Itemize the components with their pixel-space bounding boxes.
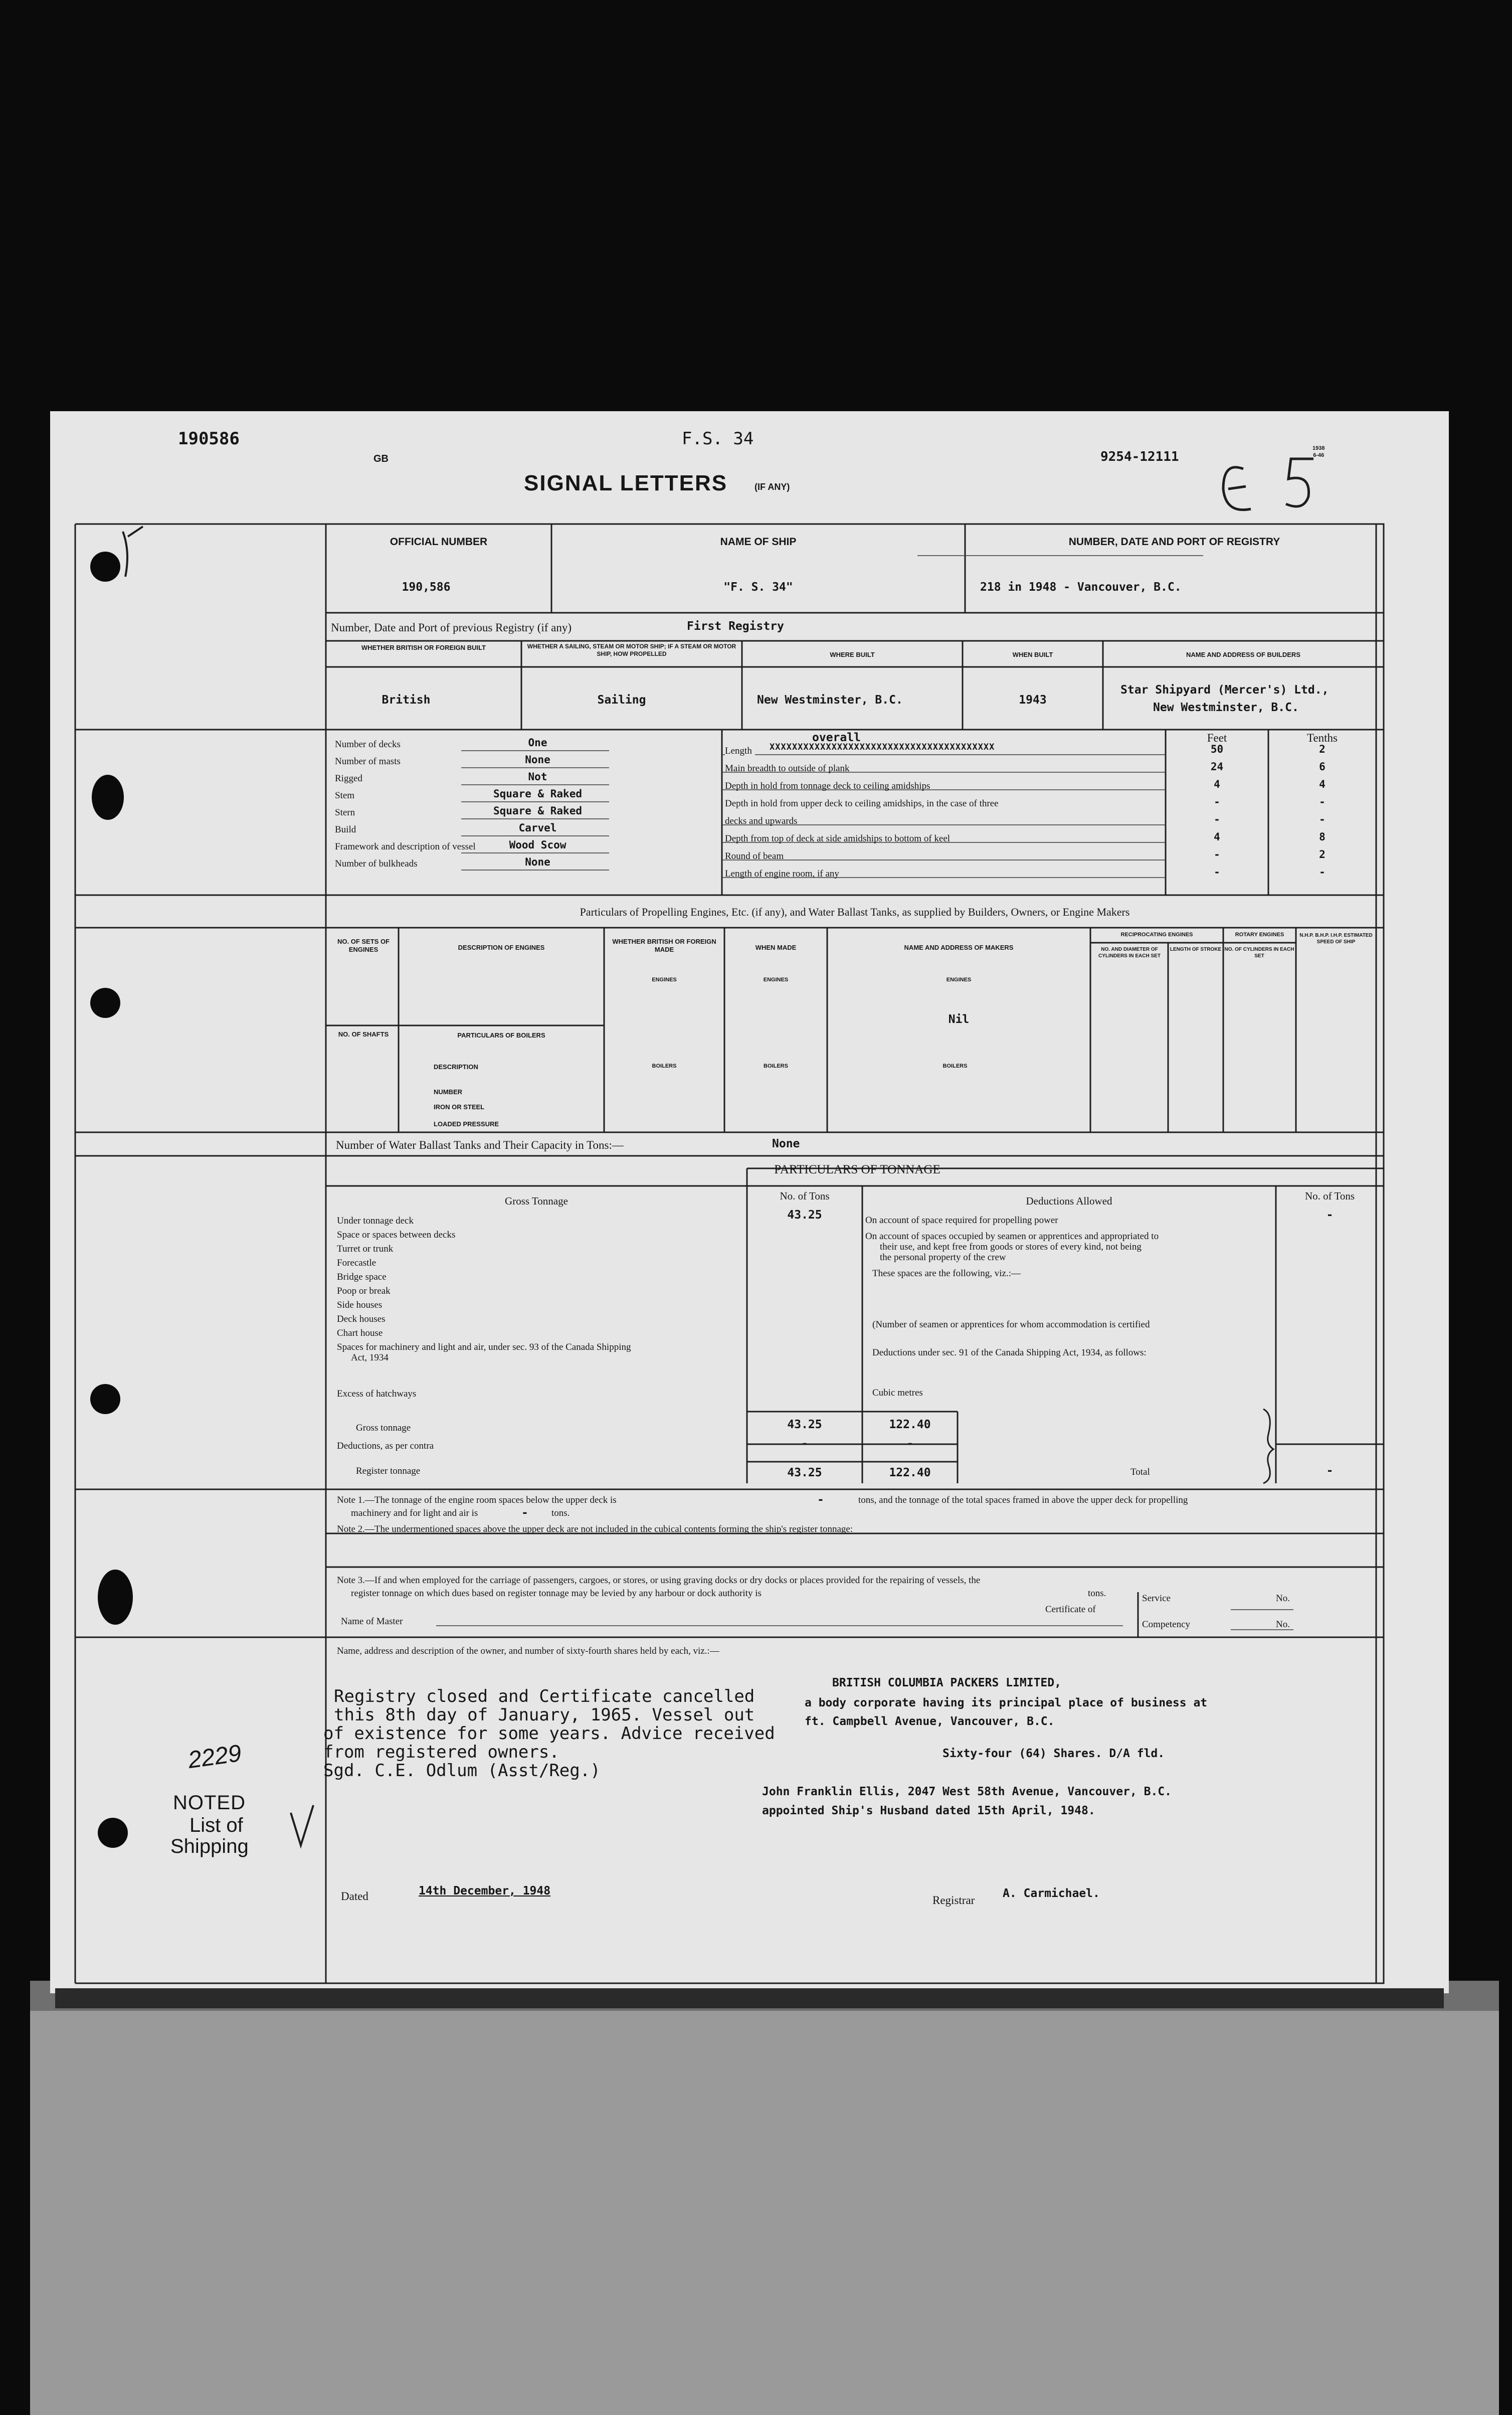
col-where-built: WHERE BUILT [830,651,875,658]
ship-name: "F. S. 34" [723,581,793,594]
gross-tonnage-header: Gross Tonnage [505,1195,568,1207]
sub-engines-3: ENGINES [946,977,972,983]
deduction-tons: - [1326,1209,1334,1222]
official-number: 190,586 [402,581,451,594]
where-built-value: New Westminster, B.C. [757,694,903,707]
register-tonnage-label: Register tonnage [356,1466,421,1476]
feet-header: Feet [1207,732,1227,744]
gross-metres: 122.40 [889,1418,931,1431]
sub-boilers-3: BOILERS [942,1063,968,1069]
gross-tons: 43.25 [787,1418,822,1431]
particular-value: Not [528,771,547,783]
gross-tonnage-row: Forecastle [337,1258,376,1268]
particular-label: Stem [335,790,355,801]
dimension-feet: 4 [1214,778,1220,790]
sub-engines-1: ENGINES [652,977,677,983]
builders-line1: Star Shipyard (Mercer's) Ltd., [1120,683,1329,697]
dimension-tenths: 2 [1319,743,1326,755]
gross-tonnage-row: Bridge space [337,1272,387,1282]
col-british-foreign: WHETHER BRITISH OR FOREIGN BUILT [361,644,486,651]
deduction-line: Cubic metres [872,1388,923,1398]
col-official-number: OFFICIAL NUMBER [390,536,488,548]
deduct-tons: - [801,1437,808,1450]
sub-boilers-1: BOILERS [652,1063,677,1069]
particular-label: Number of decks [335,739,401,750]
file-number: 190586 [178,429,240,449]
particular-value: None [525,754,550,766]
owners-label: Name, address and description of the owner, and number of sixty-fourth shares held by each, viz.:— [337,1646,719,1656]
dimension-label: Round of beam [725,851,784,861]
col-rotary: ROTARY ENGINES [1235,932,1284,938]
when-built-value: 1943 [1019,694,1047,707]
previous-registry-value: First Registry [687,620,784,633]
previous-registry-label: Number, Date and Port of previous Registry (if any) [331,621,572,634]
total-label: Total [1130,1467,1150,1477]
gross-tonnage-row: Turret or trunk [337,1244,394,1254]
dimension-feet: - [1214,866,1220,878]
dated-label: Dated [341,1890,368,1903]
british-foreign-value: British [382,694,431,707]
boiler-iron-steel: IRON OR STEEL [434,1103,485,1111]
deduction-line: (Number of seamen or apprentices for whom accommodation is certified [872,1319,1150,1330]
length-strikeout: XXXXXXXXXXXXXXXXXXXXXXXXXXXXXXXXXXXXXXXX [770,742,995,752]
col-cylinders-each-set: NO. OF CYLINDERS IN EACH SET [1224,947,1294,959]
col-when-built: WHEN BUILT [1012,651,1053,658]
col-when-made: WHEN MADE [755,944,797,951]
ballast-label: Number of Water Ballast Tanks and Their Capacity in Tons:— [336,1139,624,1151]
dimension-label: Depth in hold from tonnage deck to ceiling amidships [725,781,930,791]
col-makers: NAME AND ADDRESS OF MAKERS [904,944,1014,951]
closure-line3: of existence for some years. Advice received [323,1723,775,1744]
gross-tonnage-row: Chart house [337,1328,383,1338]
registrar-value: A. Carmichael. [1003,1887,1100,1900]
dimension-tenths: 2 [1319,848,1326,860]
tonnage-section-title: PARTICULARS OF TONNAGE [774,1163,940,1176]
service-label: Service [1142,1593,1171,1604]
col-builders: NAME AND ADDRESS OF BUILDERS [1186,651,1300,658]
register-metres: 122.40 [889,1466,931,1479]
no-of-tons-header: No. of Tons [780,1190,830,1202]
col-sailing-steam: WHETHER A SAILING, STEAM OR MOTOR SHIP; IF A STEAM OR MOTOR SHIP, HOW PROPELLED [527,643,736,657]
gross-tonnage-row: Poop or break [337,1286,391,1296]
particular-value: One [528,737,547,749]
particular-value: Wood Scow [509,839,566,851]
dimension-tenths: 4 [1319,778,1326,790]
dimension-label: Length [725,746,755,756]
particular-value: Square & Raked [493,805,582,817]
boiler-loaded-pressure: LOADED PRESSURE [434,1120,499,1128]
owner-shares: Sixty-four (64) Shares. D/A fld. [942,1747,1165,1760]
sub-boilers-2: BOILERS [764,1063,788,1069]
particular-value: Carvel [518,822,557,834]
form-code-small: 1938 6-46 [1312,445,1325,458]
dimension-tenths: - [1319,813,1326,825]
boilers-title: PARTICULARS OF BOILERS [457,1031,545,1039]
service-no: No. [1276,1593,1290,1604]
deduction-line: On account of space required for propelling power [865,1215,1058,1226]
col-reciprocating: RECIPROCATING ENGINES [1120,932,1193,938]
master-label: Name of Master [341,1616,403,1627]
note3-a: Note 3.—If and when employed for the carriage of passengers, cargoes, or stores, or using graving docks or dry docks or places provided for the repairing of vessels, the [337,1575,981,1586]
deduction-line: Deductions under sec. 91 of the Canada Shipping Act, 1934, as follows: [872,1347,1147,1358]
col-speed: N.H.P. B.H.P. I.H.P. ESTIMATED SPEED OF SHIP [1299,933,1373,945]
note1-dash-2: - [521,1506,528,1519]
dimension-tenths: - [1319,796,1326,808]
owner-line1: BRITISH COLUMBIA PACKERS LIMITED, [832,1676,1061,1689]
note1-b: tons, and the tonnage of the total spaces framed in above the upper deck for propelling [858,1495,1188,1505]
particular-value: None [525,856,550,868]
note3-c: tons. [1088,1588,1106,1599]
gross-tonnage-label: Gross tonnage [356,1423,411,1433]
engines-section-title: Particulars of Propelling Engines, Etc. (if any), and Water Ballast Tanks, as supplied by Builders, Owners, or Engine Makers [580,906,1130,918]
dimension-feet: - [1214,796,1220,808]
overall-note: overall [812,731,861,744]
ballast-value: None [772,1137,800,1150]
note1-a: Note 1.—The tonnage of the engine room spaces below the upper deck is [337,1495,617,1505]
dimension-tenths: 6 [1319,761,1326,773]
particular-label: Number of masts [335,756,401,767]
particular-label: Number of bulkheads [335,858,418,869]
gross-tonnage-row: Act, 1934 [351,1352,389,1363]
stamp-shipping: Shipping [170,1835,249,1857]
particular-value: Square & Raked [493,788,582,800]
no-of-shafts: NO. OF SHAFTS [338,1030,389,1038]
dimension-label: Length of engine room, if any [725,869,839,879]
dimension-feet: - [1214,813,1220,825]
total-value: - [1326,1464,1334,1477]
particular-label: Build [335,824,356,835]
tenths-header: Tenths [1307,732,1338,744]
particular-label: Framework and description of vessel [335,841,476,852]
gb-label: GB [373,453,389,464]
dimension-feet: 24 [1210,761,1224,773]
gross-tonnage-row: Side houses [337,1300,383,1310]
dated-value: 14th December, 1948 [419,1884,551,1898]
dimension-tenths: - [1319,866,1326,878]
form-number: F.S. 34 [682,429,754,449]
register-tons: 43.25 [787,1466,822,1479]
col-description-of-engines: DESCRIPTION OF ENGINES [458,944,545,951]
deduction-line: the personal property of the crew [880,1252,1006,1263]
col-british-foreign-made: WHETHER BRITISH OR FOREIGN MADE [612,938,716,954]
col-stroke: LENGTH OF STROKE [1170,947,1222,952]
dimension-tenths: 8 [1319,831,1326,843]
note2: Note 2.—The undermentioned spaces above the upper deck are not included in the cubical contents forming the ship's register tonnage: [337,1524,853,1534]
gross-tonnage-row: Spaces for machinery and light and air, under sec. 93 of the Canada Shipping [337,1342,631,1352]
port-of-registry: 218 in 1948 - Vancouver, B.C. [980,581,1182,594]
stamp-number: 2229 [186,1740,243,1774]
closure-line2: this 8th day of January, 1965. Vessel out [334,1705,755,1725]
sub-engines-2: ENGINES [763,977,789,983]
dimension-feet: 4 [1214,831,1220,843]
deduction-line: their use, and kept free from goods or stores of every kind, not being [880,1242,1142,1252]
owner-line3: ft. Campbell Avenue, Vancouver, B.C. [805,1715,1055,1728]
registrar-label: Registrar [932,1894,975,1907]
no-of-tons-header-2: No. of Tons [1304,1190,1355,1202]
closure-line1: Registry closed and Certificate cancelled [334,1686,755,1706]
boiler-number: NUMBER [434,1088,463,1096]
closure-line5: Sgd. C.E. Odlum (Asst/Reg.) [323,1761,601,1781]
note3-b: register tonnage on which dues based on register tonnage may be levied by any harbour or dock authority is [351,1588,762,1599]
dimension-label: Main breadth to outside of plank [725,763,850,774]
ships-husband-line1: John Franklin Ellis, 2047 West 58th Avenue, Vancouver, B.C. [762,1785,1172,1798]
gross-tonnage-row: Space or spaces between decks [337,1230,456,1240]
gross-tonnage-row: Excess of hatchways [337,1389,417,1399]
signal-letters-title: SIGNAL LETTERS [524,471,728,495]
particular-label: Stern [335,807,355,818]
competency-no: No. [1276,1619,1290,1630]
col-port-of-registry: NUMBER, DATE AND PORT OF REGISTRY [1068,536,1280,548]
note1-c: machinery and for light and air is [351,1508,478,1518]
col-cylinders: NO. AND DIAMETER OF CYLINDERS IN EACH SET [1098,947,1161,959]
deductions-header: Deductions Allowed [1026,1195,1112,1207]
builders-line2: New Westminster, B.C. [1153,701,1299,714]
deductions-contra-label: Deductions, as per contra [337,1441,434,1451]
stamp-list-of: List of [190,1814,243,1836]
dimension-label: decks and upwards [725,816,798,826]
under-deck-tons: 43.25 [787,1209,822,1222]
dimension-feet: - [1214,848,1220,860]
note1-dash: - [817,1493,824,1506]
dimension-feet: 50 [1210,743,1224,755]
certificate-of: Certificate of [1045,1604,1096,1615]
stamp-noted: NOTED [173,1792,246,1814]
gross-tonnage-row: Deck houses [337,1314,386,1324]
col-sets-of-engines: NO. OF SETS OF ENGINES [337,938,390,954]
ships-husband-line2: appointed Ship's Husband dated 15th April, 1948. [762,1804,1095,1817]
boiler-description: DESCRIPTION [434,1063,478,1071]
signal-letters-note: (IF ANY) [754,482,790,492]
dimension-label: Depth from top of deck at side amidships to bottom of keel [725,833,951,844]
deduction-line: On account of spaces occupied by seamen or apprentices and appropriated to [865,1231,1159,1242]
dimension-label: Depth in hold from upper deck to ceiling amidships, in the case of three [725,798,999,809]
deduction-line: These spaces are the following, viz.:— [872,1268,1021,1279]
gross-tonnage-row: Under tonnage deck [337,1216,414,1226]
col-name-of-ship: NAME OF SHIP [720,536,797,548]
particular-label: Rigged [335,773,362,784]
competency-label: Competency [1142,1619,1191,1630]
closure-line4: from registered owners. [323,1742,559,1762]
owner-line2: a body corporate having its principal place of business at [805,1696,1208,1709]
form-code: 9254-12111 [1100,449,1179,464]
deduct-metres: - [906,1437,913,1450]
note1-d: tons. [551,1508,570,1518]
engines-nil: Nil [948,1013,970,1026]
sailing-steam-value: Sailing [597,694,646,707]
